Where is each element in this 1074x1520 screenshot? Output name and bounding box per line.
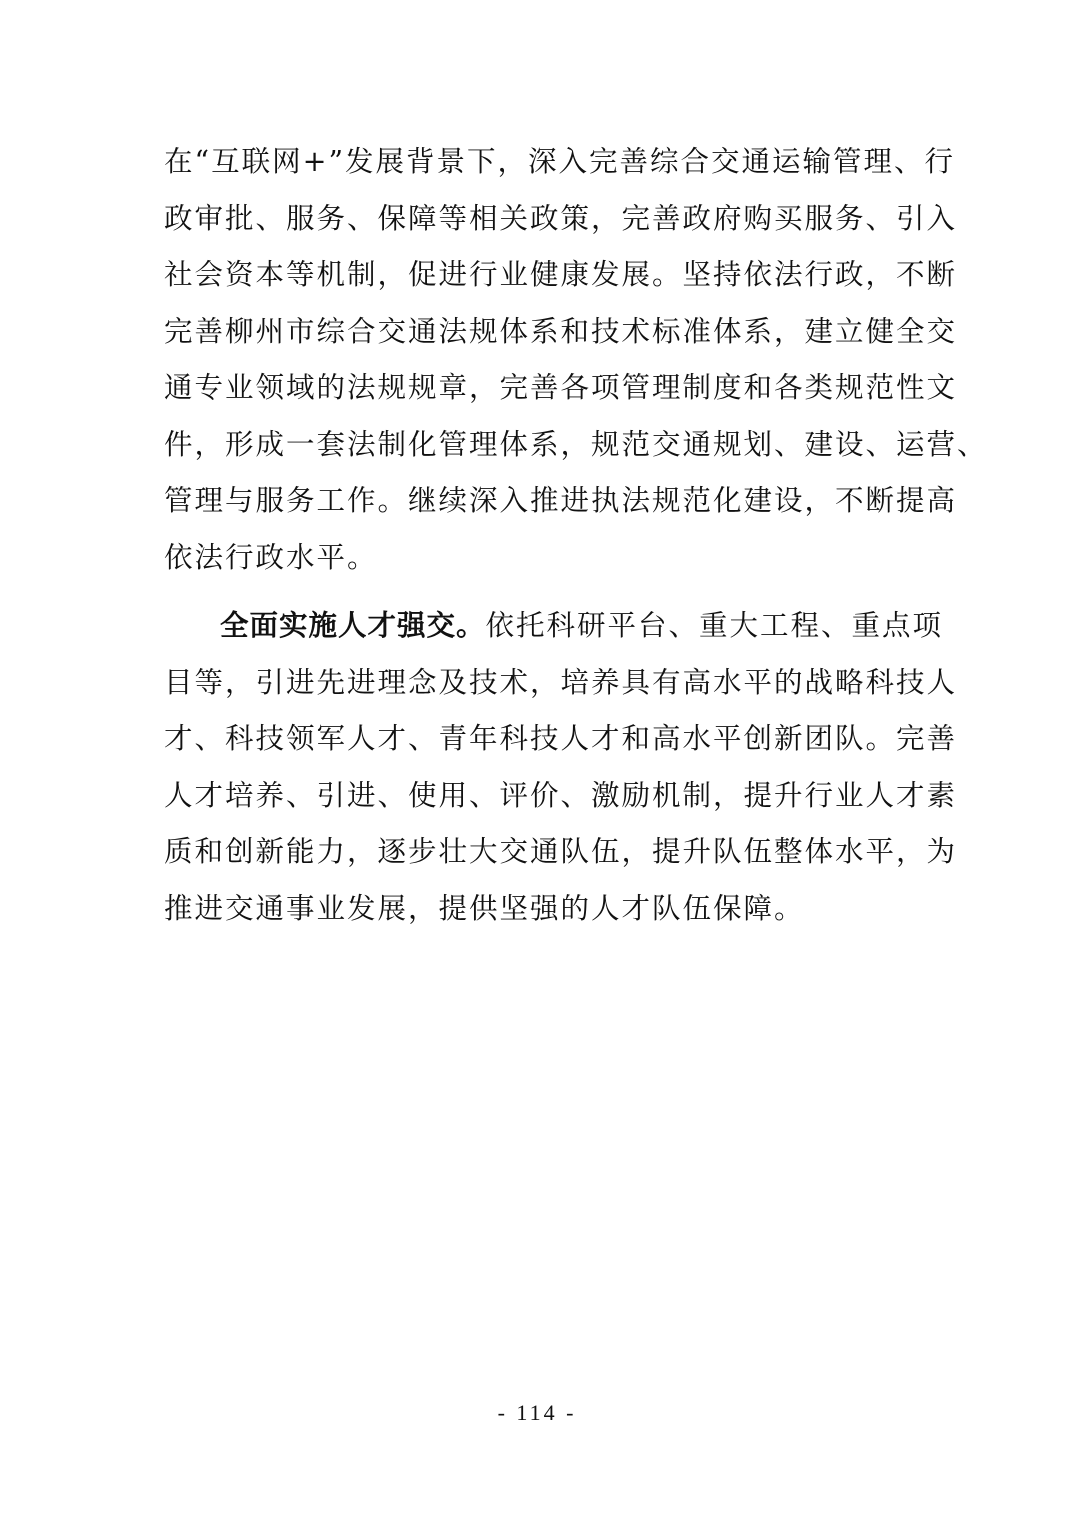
paragraph-line-text: 依托科研平台、重大工程、重点项 (485, 609, 944, 642)
paragraph-line: 才、科技领军人才、青年科技人才和高水平创新团队。完善 (164, 722, 958, 755)
paragraph-line: 完善柳州市综合交通法规体系和技术标准体系，建立健全交 (164, 314, 958, 348)
paragraph-line: 通专业领域的法规规章，完善各项管理制度和各类规范性文 (164, 371, 958, 404)
paragraph-line: 依法行政水平。 (164, 540, 378, 574)
paragraph-line: 质和创新能力，逐步壮大交通队伍，提升队伍整体水平，为 (164, 835, 958, 868)
body-text (164, 134, 988, 937)
page-number: - 114 - (497, 1400, 577, 1425)
paragraph-line: 管理与服务工作。继续深入推进执法规范化建设，不断提高 (164, 484, 958, 517)
paragraph-first-line (164, 598, 944, 655)
paragraph-line: 政审批、服务、保障等相关政策，完善政府购买服务、引入 (164, 201, 958, 235)
paragraph-line: 件，形成一套法制化管理体系，规范交通规划、建设、运营、 (164, 427, 988, 461)
paragraph-line: 人才培养、引进、使用、评价、激励机制，提升行业人才素 (164, 778, 958, 812)
paragraph-line: 推进交通事业发展，提供坚强的人才队伍保障。 (164, 891, 805, 925)
paragraph-line: 社会资本等机制，促进行业健康发展。坚持依法行政，不断 (164, 258, 958, 291)
paragraph-line: 目等，引进先进理念及技术，培养具有高水平的战略科技人 (164, 665, 958, 699)
paragraph-line: 在“互联网+”发展背景下，深入完善综合交通运输管理、行 (164, 145, 956, 178)
paragraph-talent (164, 598, 958, 937)
section-heading: 全面实施人才强交。 (220, 609, 486, 642)
paragraph-legal-system (164, 134, 988, 586)
